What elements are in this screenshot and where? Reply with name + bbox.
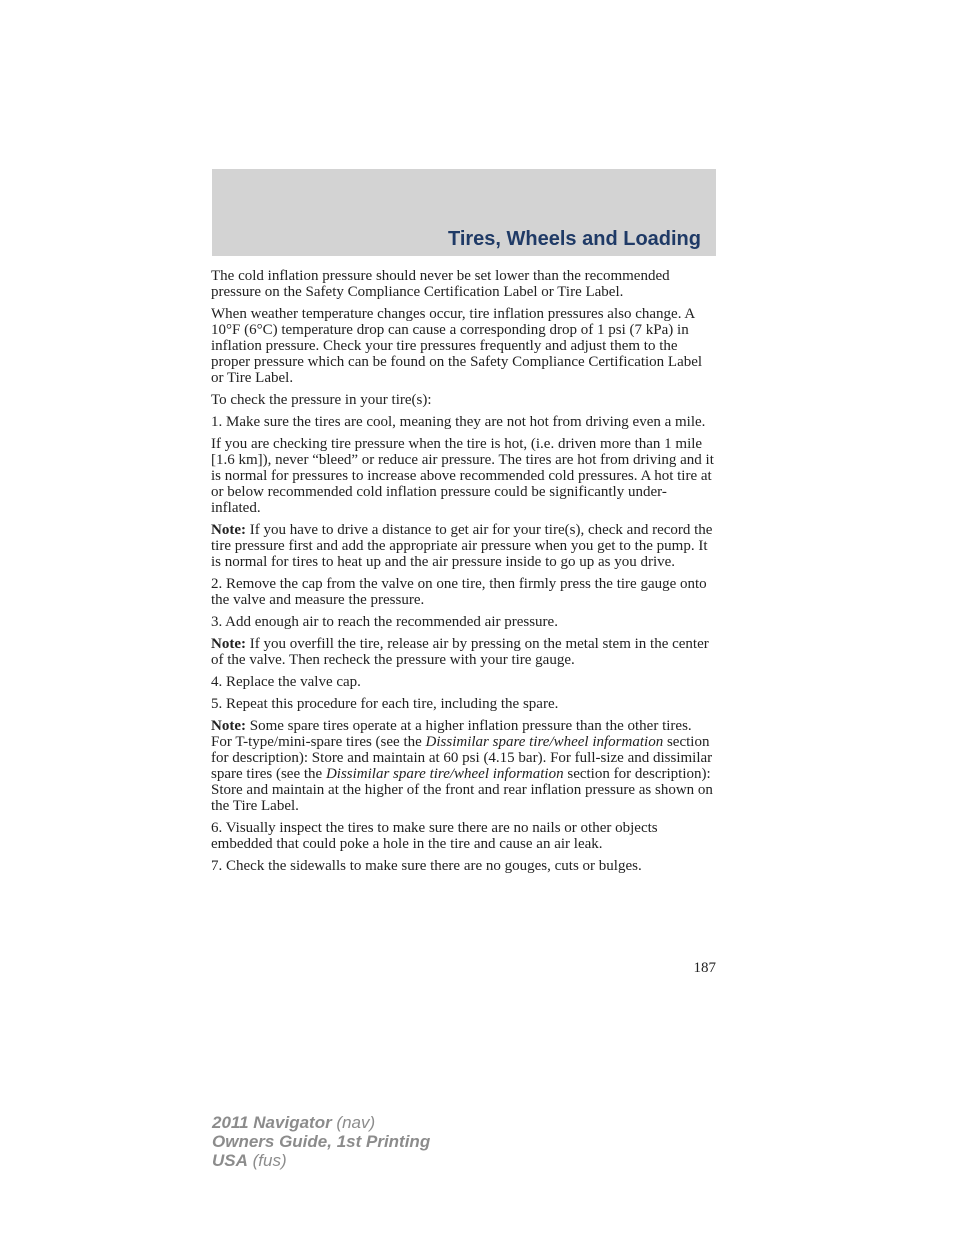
footer-imprint [212,1113,430,1170]
footer-edition: Owners Guide, 1st Printing [212,1132,431,1151]
section-title: Tires, Wheels and Loading [447,228,701,250]
note-label: Note: [211,522,246,538]
section-header-band [212,169,716,256]
note-1 [211,522,716,570]
footer-line-3 [212,1151,430,1170]
cross-reference-link: Dissimilar spare tire/wheel information [325,766,564,782]
note-text: section for description): Store and maintain at 60 psi (4.15 bar). For full-size and dissimilar spare tires (see the [211,734,713,782]
paragraph-check-intro: To check the pressure in your tire(s): [211,392,432,408]
note-text: If you have to drive a distance to get air for your tire(s), check and record the tire pressure first and add the appropriate air pressure when you get to the pump. It is normal for tires to heat up and the air pressure inside to go up as you drive. [211,522,713,570]
paragraph-temperature: When weather temperature changes occur, tire inflation pressures also change. A 10°F (6°C) temperature drop can cause a corresponding drop of 1 psi (7 kPa) in inflation pressure. Check your tire pressures frequently and adjust them to the proper pressure which can be found on the Safety Compliance Certification Label or Tire Label. [211,306,703,386]
step-7: 7. Check the sidewalls to make sure there are no gouges, cuts or bulges. [211,858,642,874]
footer-model-code: (nav) [331,1113,376,1132]
footer-line-2 [212,1132,430,1151]
note-text: If you overfill the tire, release air by pressing on the metal stem in the center of the valve. Then recheck the pressure with your tire gauge. [211,636,709,668]
step-2: 2. Remove the cap from the valve on one tire, then firmly press the tire gauge onto the valve and measure the pressure. [211,576,707,608]
footer-line-1 [212,1113,430,1132]
step-3: 3. Add enough air to reach the recommended air pressure. [211,614,558,630]
step-5: 5. Repeat this procedure for each tire, including the spare. [211,696,559,712]
paragraph-cold-inflation: The cold inflation pressure should never be set lower than the recommended pressure on the Safety Compliance Certification Label or Tire Label. [211,268,670,300]
footer-market-code: (fus) [247,1151,287,1170]
paragraph-hot-tire: If you are checking tire pressure when the tire is hot, (i.e. driven more than 1 mile [1.6 km]), never “bleed” or reduce air pressure. The tires are hot from driving and it is normal for pressures to increase above recommended cold pressures. A hot tire at or below recommended cold inflation pressure could be significantly under-inflated. [211,436,714,516]
cross-reference-link: Dissimilar spare tire/wheel information [425,734,664,750]
note-label: Note: [211,636,246,652]
note-2 [211,636,716,668]
note-label: Note: [211,718,246,734]
page-number: 187 [693,960,716,976]
step-6: 6. Visually inspect the tires to make sure there are no nails or other objects embedded that could poke a hole in the tire and cause an air leak. [211,820,658,852]
note-text: Some spare tires operate at a higher inflation pressure than the other tires. For T-type/mini-spare tires (see the [211,718,692,750]
note-3 [211,718,716,814]
note-text: section for description): Store and maintain at the higher of the front and rear inflation pressure as shown on the Tire Label. [211,766,713,814]
footer-model: 2011 Navigator [212,1113,332,1132]
footer-market: USA [212,1151,248,1170]
step-1: 1. Make sure the tires are cool, meaning they are not hot from driving even a mile. [211,414,706,430]
page-body [211,268,716,880]
step-4: 4. Replace the valve cap. [211,674,361,690]
